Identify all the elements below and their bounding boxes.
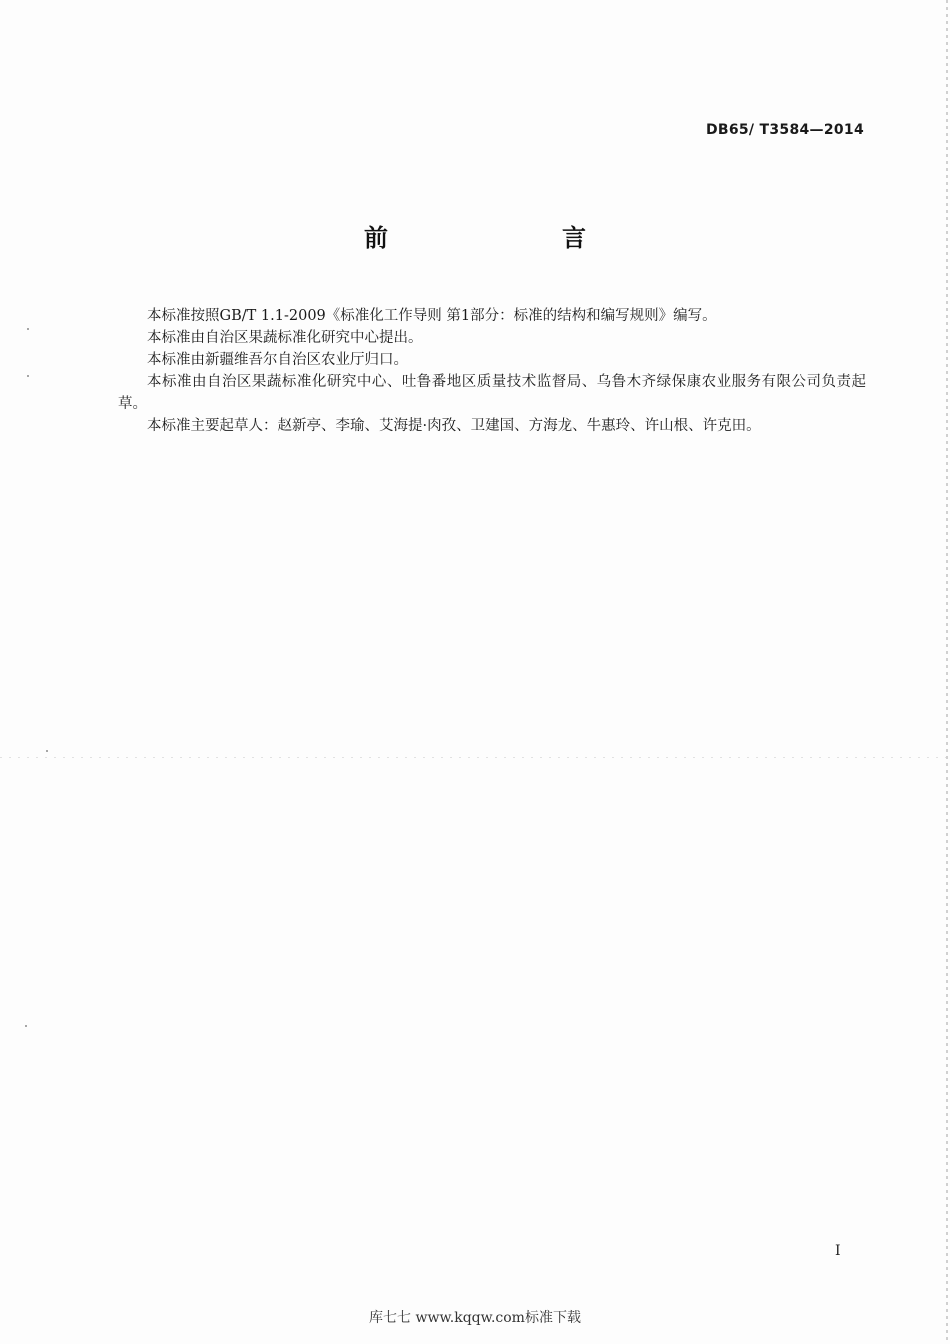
paragraph: 本标准由新疆维吾尔自治区农业厅归口。 [147,352,408,368]
paragraph: 本标准由自治区果蔬标准化研究中心提出。 [147,330,423,346]
scan-speck [27,328,29,330]
page-title: 前 言 [364,224,628,252]
scan-line-artifact [0,757,950,758]
scan-edge-artifact [946,0,948,1344]
paragraph: 本标准主要起草人：赵新亭、李瑜、艾海提·肉孜、卫建国、方海龙、牛惠玲、许山根、许克田。 [147,418,761,434]
standard-code: DB65/ T3584—2014 [705,122,864,138]
scan-speck [25,1025,27,1027]
paragraph: 本标准由自治区果蔬标准化研究中心、吐鲁番地区质量技术监督局、乌鲁木齐绿保康农业服务有限公司负责起草。 [118,374,866,412]
foreword-body [118,305,866,437]
paragraph: 本标准按照GB/T 1.1-2009《标准化工作导则 第1部分：标准的结构和编写规则》编写。 [147,308,717,324]
scan-speck [27,375,29,377]
scan-speck [46,750,48,752]
page-number: I [835,1243,841,1259]
footer-watermark: 库七七 www.kqqw.com标准下载 [369,1310,581,1326]
